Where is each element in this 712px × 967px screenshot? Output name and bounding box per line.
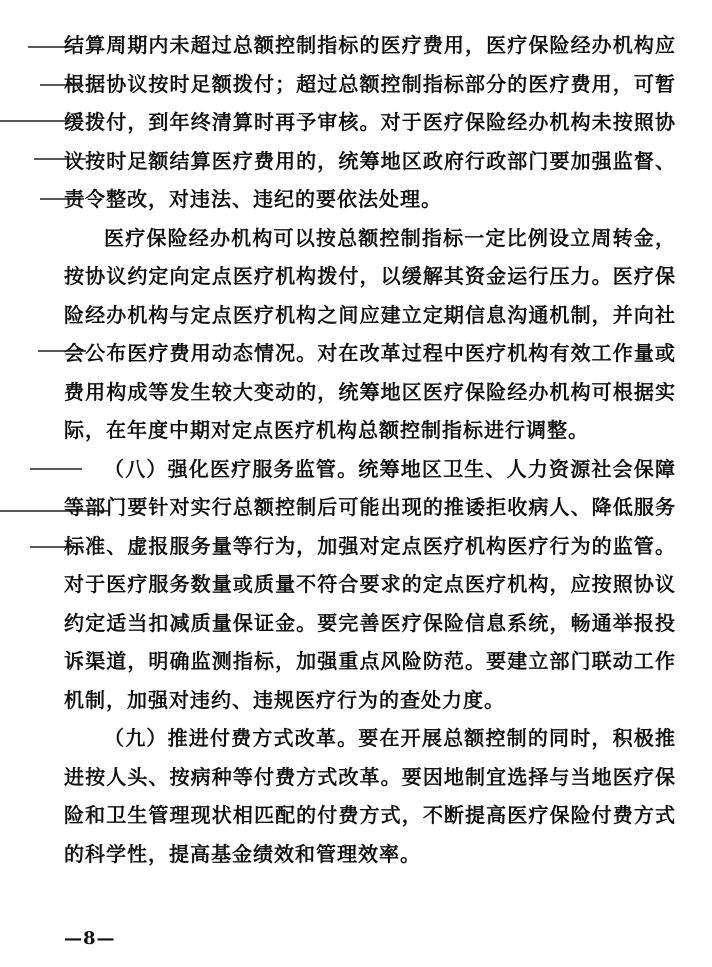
page-number: —8— [64, 928, 116, 949]
paragraph-section-8: （八）强化医疗服务监管。统筹地区卫生、人力资源社会保障等部门要针对实行总额控制后可能出现的推诿拒收病人、降低服务标准、虚报服务量等行为，加强对定点医疗机构医疗行为的监管。对于医疗服务数量或质量不符合要求的定点医疗机构，应按照协议约定适当扣减质量保证金。要完善医疗保险信息系统，畅通举报投诉渠道，明确监测指标，加强重点风险防范。要建立部门联动工作机制，加强对违约、违规医疗行为的查处力度。 [64, 456, 676, 712]
body-text [64, 26, 676, 873]
paragraph-section-9: （九）推进付费方式改革。要在开展总额控制的同时，积极推进按人头、按病种等付费方式改革。要因地制宜选择与当地医疗保险和卫生管理现状相匹配的付费方式，不断提高医疗保险付费方式的科学性，提高基金绩效和管理效率。 [64, 726, 676, 866]
paragraph: 结算周期内未超过总额控制指标的医疗费用，医疗保险经办机构应根据协议按时足额拨付；超过总额控制指标部分的医疗费用，可暂缓拨付，到年终清算时再予审核。对于医疗保险经办机构未按照协议按时足额结算医疗费用的，统筹地区政府行政部门要加强监督、责令整改，对违法、违纪的要依法处理。 [64, 33, 676, 211]
scan-artifact [0, 120, 70, 122]
paragraph: 医疗保险经办机构可以按总额控制指标一定比例设立周转金，按协议约定向定点医疗机构拨付，以缓解其资金运行压力。医疗保险经办机构与定点医疗机构之间应建立定期信息沟通机制，并向社会公布医疗费用动态情况。对在改革过程中医疗机构有效工作量或费用构成等发生较大变动的，统筹地区医疗保险经办机构可根据实际，在年度中期对定点医疗机构总额控制指标进行调整。 [64, 225, 676, 442]
